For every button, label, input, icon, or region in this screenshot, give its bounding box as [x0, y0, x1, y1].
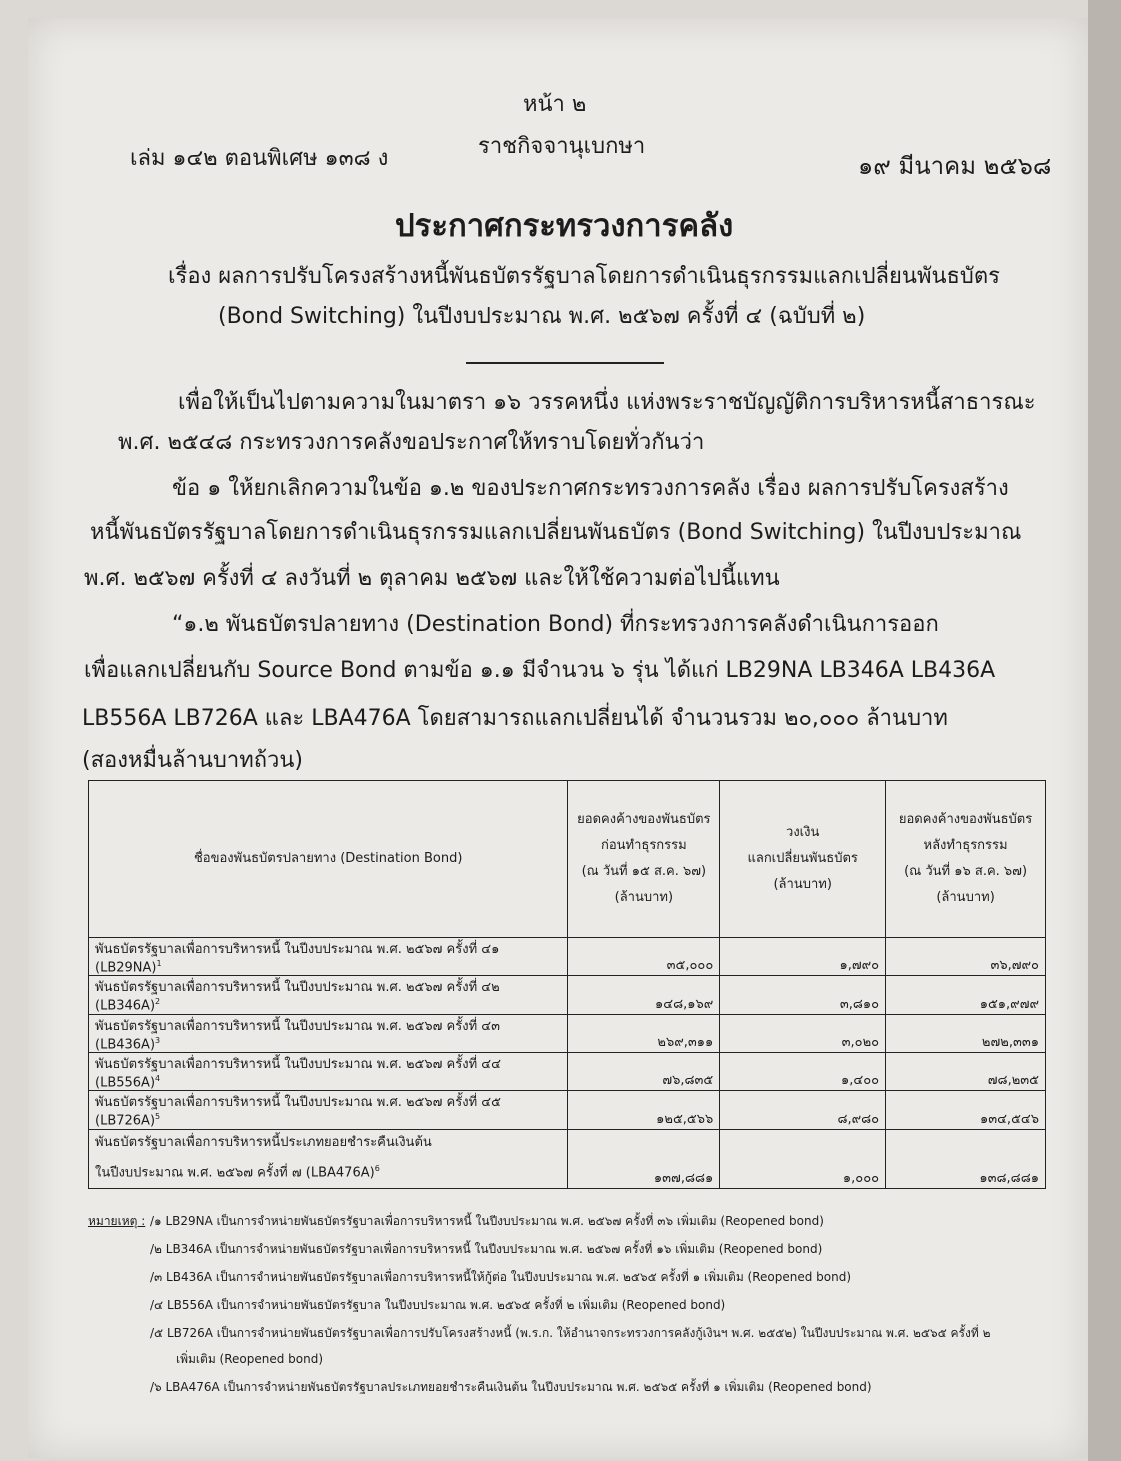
subject-line-2: (Bond Switching) ในปีงบประมาณ พ.ศ. ๒๕๖๗ ครั้งที่ ๔ (ฉบับที่ ๒)	[218, 304, 866, 329]
header-line: แลกเปลี่ยนพันธบัตร	[747, 851, 858, 866]
table-row	[89, 1052, 1046, 1090]
header-line: (ล้านบาท)	[936, 890, 995, 905]
outstanding-after: ๗๘,๒๓๕	[886, 1052, 1046, 1090]
footnote-ref: 6	[374, 1164, 380, 1174]
body-paragraph-2-line-3: พ.ศ. ๒๕๖๗ ครั้งที่ ๔ ลงวันที่ ๒ ตุลาคม ๒๕๖๗ และให้ใช้ความต่อไปนี้แทน	[84, 566, 780, 591]
body-paragraph-3-line-2: เพื่อแลกเปลี่ยนกับ Source Bond ตามข้อ ๑.๑ มีจำนวน ๖ รุ่น ได้แก่ LB29NA LB346A LB436A	[84, 658, 996, 683]
bond-name-text: พันธบัตรรัฐบาลเพื่อการบริหารหนี้ประเภทยอยชำระคืนเงินต้น	[95, 1135, 432, 1151]
gazette-volume: เล่ม ๑๔๒ ตอนพิเศษ ๑๓๘ ง	[130, 146, 389, 171]
note-4: /๔ LB556A เป็นการจำหน่ายพันธบัตรรัฐบาล ในปีงบประมาณ พ.ศ. ๒๕๖๕ ครั้งที่ ๒ เพิ่มเติม (Reopened bond)	[150, 1298, 726, 1312]
header-line: หลังทำธุรกรรม	[923, 838, 1008, 853]
table-row	[89, 938, 1046, 976]
outstanding-after: ๑๕๑,๙๗๙	[886, 976, 1046, 1014]
note-3: /๓ LB436A เป็นการจำหน่ายพันธบัตรรัฐบาลเพื่อการบริหารหนี้ให้กู้ต่อ ในปีงบประมาณ พ.ศ. ๒๕๖๕ ครั้งที่ ๑ เพิ่มเติม (Reopened bond)	[150, 1270, 852, 1284]
header-line: (ล้านบาท)	[614, 890, 674, 905]
footnote-ref: 5	[155, 1112, 161, 1122]
bond-name-text: พันธบัตรรัฐบาลเพื่อการบริหารหนี้ ในปีงบประมาณ พ.ศ. ๒๕๖๗ ครั้งที่ ๔๒ (LB346A)	[95, 980, 500, 1014]
header-line: วงเงิน	[786, 825, 820, 840]
outstanding-before: ๗๖,๘๓๕	[568, 1052, 720, 1090]
header-line: (ณ วันที่ ๑๕ ส.ค. ๖๗)	[581, 864, 707, 879]
bond-name-text: พันธบัตรรัฐบาลเพื่อการบริหารหนี้ ในปีงบประมาณ พ.ศ. ๒๕๖๗ ครั้งที่ ๔๔ (LB556A)	[95, 1056, 501, 1091]
header-line: ยอดคงค้างของพันธบัตร	[898, 812, 1033, 827]
bond-name-text-cont: ในปีงบประมาณ พ.ศ. ๒๕๖๗ ครั้งที่ ๗ (LBA476A)	[95, 1165, 375, 1181]
table-row	[89, 976, 1046, 1014]
body-paragraph-2-line-1: ข้อ ๑ ให้ยกเลิกความในข้อ ๑.๒ ของประกาศกระทรวงการคลัง เรื่อง ผลการปรับโครงสร้าง	[172, 476, 1009, 501]
header-switch-amount	[720, 781, 886, 938]
bond-name-text: พันธบัตรรัฐบาลเพื่อการบริหารหนี้ ในปีงบประมาณ พ.ศ. ๒๕๖๗ ครั้งที่ ๔๓ (LB436A)	[95, 1018, 500, 1052]
outstanding-before: ๑๒๕,๕๖๖	[568, 1091, 720, 1129]
page-number: หน้า ๒	[523, 92, 587, 117]
outstanding-before: ๑๓๗,๘๘๑	[568, 1129, 720, 1188]
footnote-ref: 2	[155, 997, 161, 1007]
switch-amount: ๑,๔๐๐	[720, 1052, 886, 1090]
body-paragraph-3-line-4: (สองหมื่นล้านบาทถ้วน)	[82, 748, 303, 773]
outstanding-after: ๑๓๔,๕๔๖	[886, 1091, 1046, 1129]
gazette-date: ๑๙ มีนาคม ๒๕๖๘	[858, 152, 1052, 180]
bond-name-text: พันธบัตรรัฐบาลเพื่อการบริหารหนี้ ในปีงบประมาณ พ.ศ. ๒๕๖๗ ครั้งที่ ๔๕ (LB726A)	[95, 1095, 501, 1129]
outstanding-before: ๓๕,๐๐๐	[568, 938, 720, 976]
header-outstanding-before	[568, 781, 720, 938]
notes-label: หมายเหตุ :	[88, 1214, 146, 1228]
footnote-ref: 1	[156, 959, 162, 968]
note-2: /๒ LB346A เป็นการจำหน่ายพันธบัตรรัฐบาลเพื่อการบริหารหนี้ ในปีงบประมาณ พ.ศ. ๒๕๖๗ ครั้งที่ ๑๖ เพิ่มเติม (Reopened bond)	[150, 1242, 823, 1256]
gazette-name: ราชกิจจานุเบกษา	[478, 134, 646, 159]
title-divider	[466, 362, 664, 364]
outstanding-after: ๒๗๒,๓๓๑	[886, 1014, 1046, 1052]
outstanding-after: ๓๖,๗๙๐	[886, 938, 1046, 976]
switch-amount: ๓,๘๑๐	[720, 976, 886, 1014]
bond-name	[89, 1129, 568, 1188]
switch-amount: ๘,๙๘๐	[720, 1091, 886, 1129]
body-paragraph-1-line-2: พ.ศ. ๒๕๔๘ กระทรวงการคลังขอประกาศให้ทราบโดยทั่วกันว่า	[118, 430, 705, 455]
body-paragraph-3-line-1: “๑.๒ พันธบัตรปลายทาง (Destination Bond) ที่กระทรวงการคลังดำเนินการออก	[172, 612, 939, 637]
table-row	[89, 1129, 1046, 1188]
subject-line-1: เรื่อง ผลการปรับโครงสร้างหนี้พันธบัตรรัฐบาลโดยการดำเนินธุรกรรมแลกเปลี่ยนพันธบัตร	[168, 264, 1000, 289]
switch-amount: ๑,๐๐๐	[720, 1129, 886, 1188]
body-paragraph-2-line-2: หนี้พันธบัตรรัฐบาลโดยการดำเนินธุรกรรมแลกเปลี่ยนพันธบัตร (Bond Switching) ในปีงบประมาณ	[90, 520, 1022, 545]
note-6: /๖ LBA476A เป็นการจำหน่ายพันธบัตรรัฐบาลประเภทยอยชำระคืนเงินต้น ในปีงบประมาณ พ.ศ. ๒๕๖๕ ครั้งที่ ๑ เพิ่มเติม (Reopened bond)	[150, 1380, 872, 1394]
footnote-ref: 4	[155, 1073, 161, 1083]
bond-name	[89, 1014, 568, 1052]
page-edge-shadow	[1088, 0, 1121, 1461]
destination-bond-table	[88, 780, 1046, 1189]
note-1: /๑ LB29NA เป็นการจำหน่ายพันธบัตรรัฐบาลเพื่อการบริหารหนี้ ในปีงบประมาณ พ.ศ. ๒๕๖๗ ครั้งที่ ๓๖ เพิ่มเติม (Reopened bond)	[150, 1214, 824, 1228]
body-paragraph-1-line-1: เพื่อให้เป็นไปตามความในมาตรา ๑๖ วรรคหนึ่ง แห่งพระราชบัญญัติการบริหารหนี้สาธารณะ	[178, 390, 1036, 415]
table-header-row	[89, 781, 1046, 938]
switch-amount: ๓,๐๒๐	[720, 1014, 886, 1052]
header-line: ก่อนทำธุรกรรม	[600, 838, 687, 853]
bond-name-text: พันธบัตรรัฐบาลเพื่อการบริหารหนี้ ในปีงบประมาณ พ.ศ. ๒๕๖๗ ครั้งที่ ๔๑ (LB29NA)	[95, 942, 500, 976]
header-outstanding-after	[886, 781, 1046, 938]
outstanding-before: ๑๔๘,๑๖๙	[568, 976, 720, 1014]
bond-name	[89, 976, 568, 1014]
note-5-continued: เพิ่มเติม (Reopened bond)	[176, 1352, 324, 1366]
bond-name	[89, 1091, 568, 1129]
header-line: (ณ วันที่ ๑๖ ส.ค. ๖๗)	[904, 864, 1028, 879]
header-line: (ล้านบาท)	[773, 877, 832, 892]
bond-name	[89, 1052, 568, 1090]
outstanding-before: ๒๖๙,๓๑๑	[568, 1014, 720, 1052]
footnote-ref: 3	[155, 1035, 161, 1045]
switch-amount: ๑,๗๙๐	[720, 938, 886, 976]
body-paragraph-3-line-3: LB556A LB726A และ LBA476A โดยสามารถแลกเปลี่ยนได้ จำนวนรวม ๒๐,๐๐๐ ล้านบาท	[82, 706, 948, 731]
table-row	[89, 1014, 1046, 1052]
bond-name	[89, 938, 568, 976]
outstanding-after: ๑๓๘,๘๘๑	[886, 1129, 1046, 1188]
header-bond-name: ชื่อของพันธบัตรปลายทาง (Destination Bond)	[89, 781, 568, 938]
table-row	[89, 1091, 1046, 1129]
note-5: /๕ LB726A เป็นการจำหน่ายพันธบัตรรัฐบาลเพื่อการปรับโครงสร้างหนี้ (พ.ร.ก. ให้อำนาจกระทรวงการคลังกู้เงินฯ พ.ศ. ๒๕๕๒) ในปีงบประมาณ พ.ศ. ๒๕๖๕ ครั้งที่ ๒	[150, 1326, 991, 1340]
announcement-title: ประกาศกระทรวงการคลัง	[395, 208, 734, 244]
header-line: ยอดคงค้างของพันธบัตร	[577, 812, 711, 827]
